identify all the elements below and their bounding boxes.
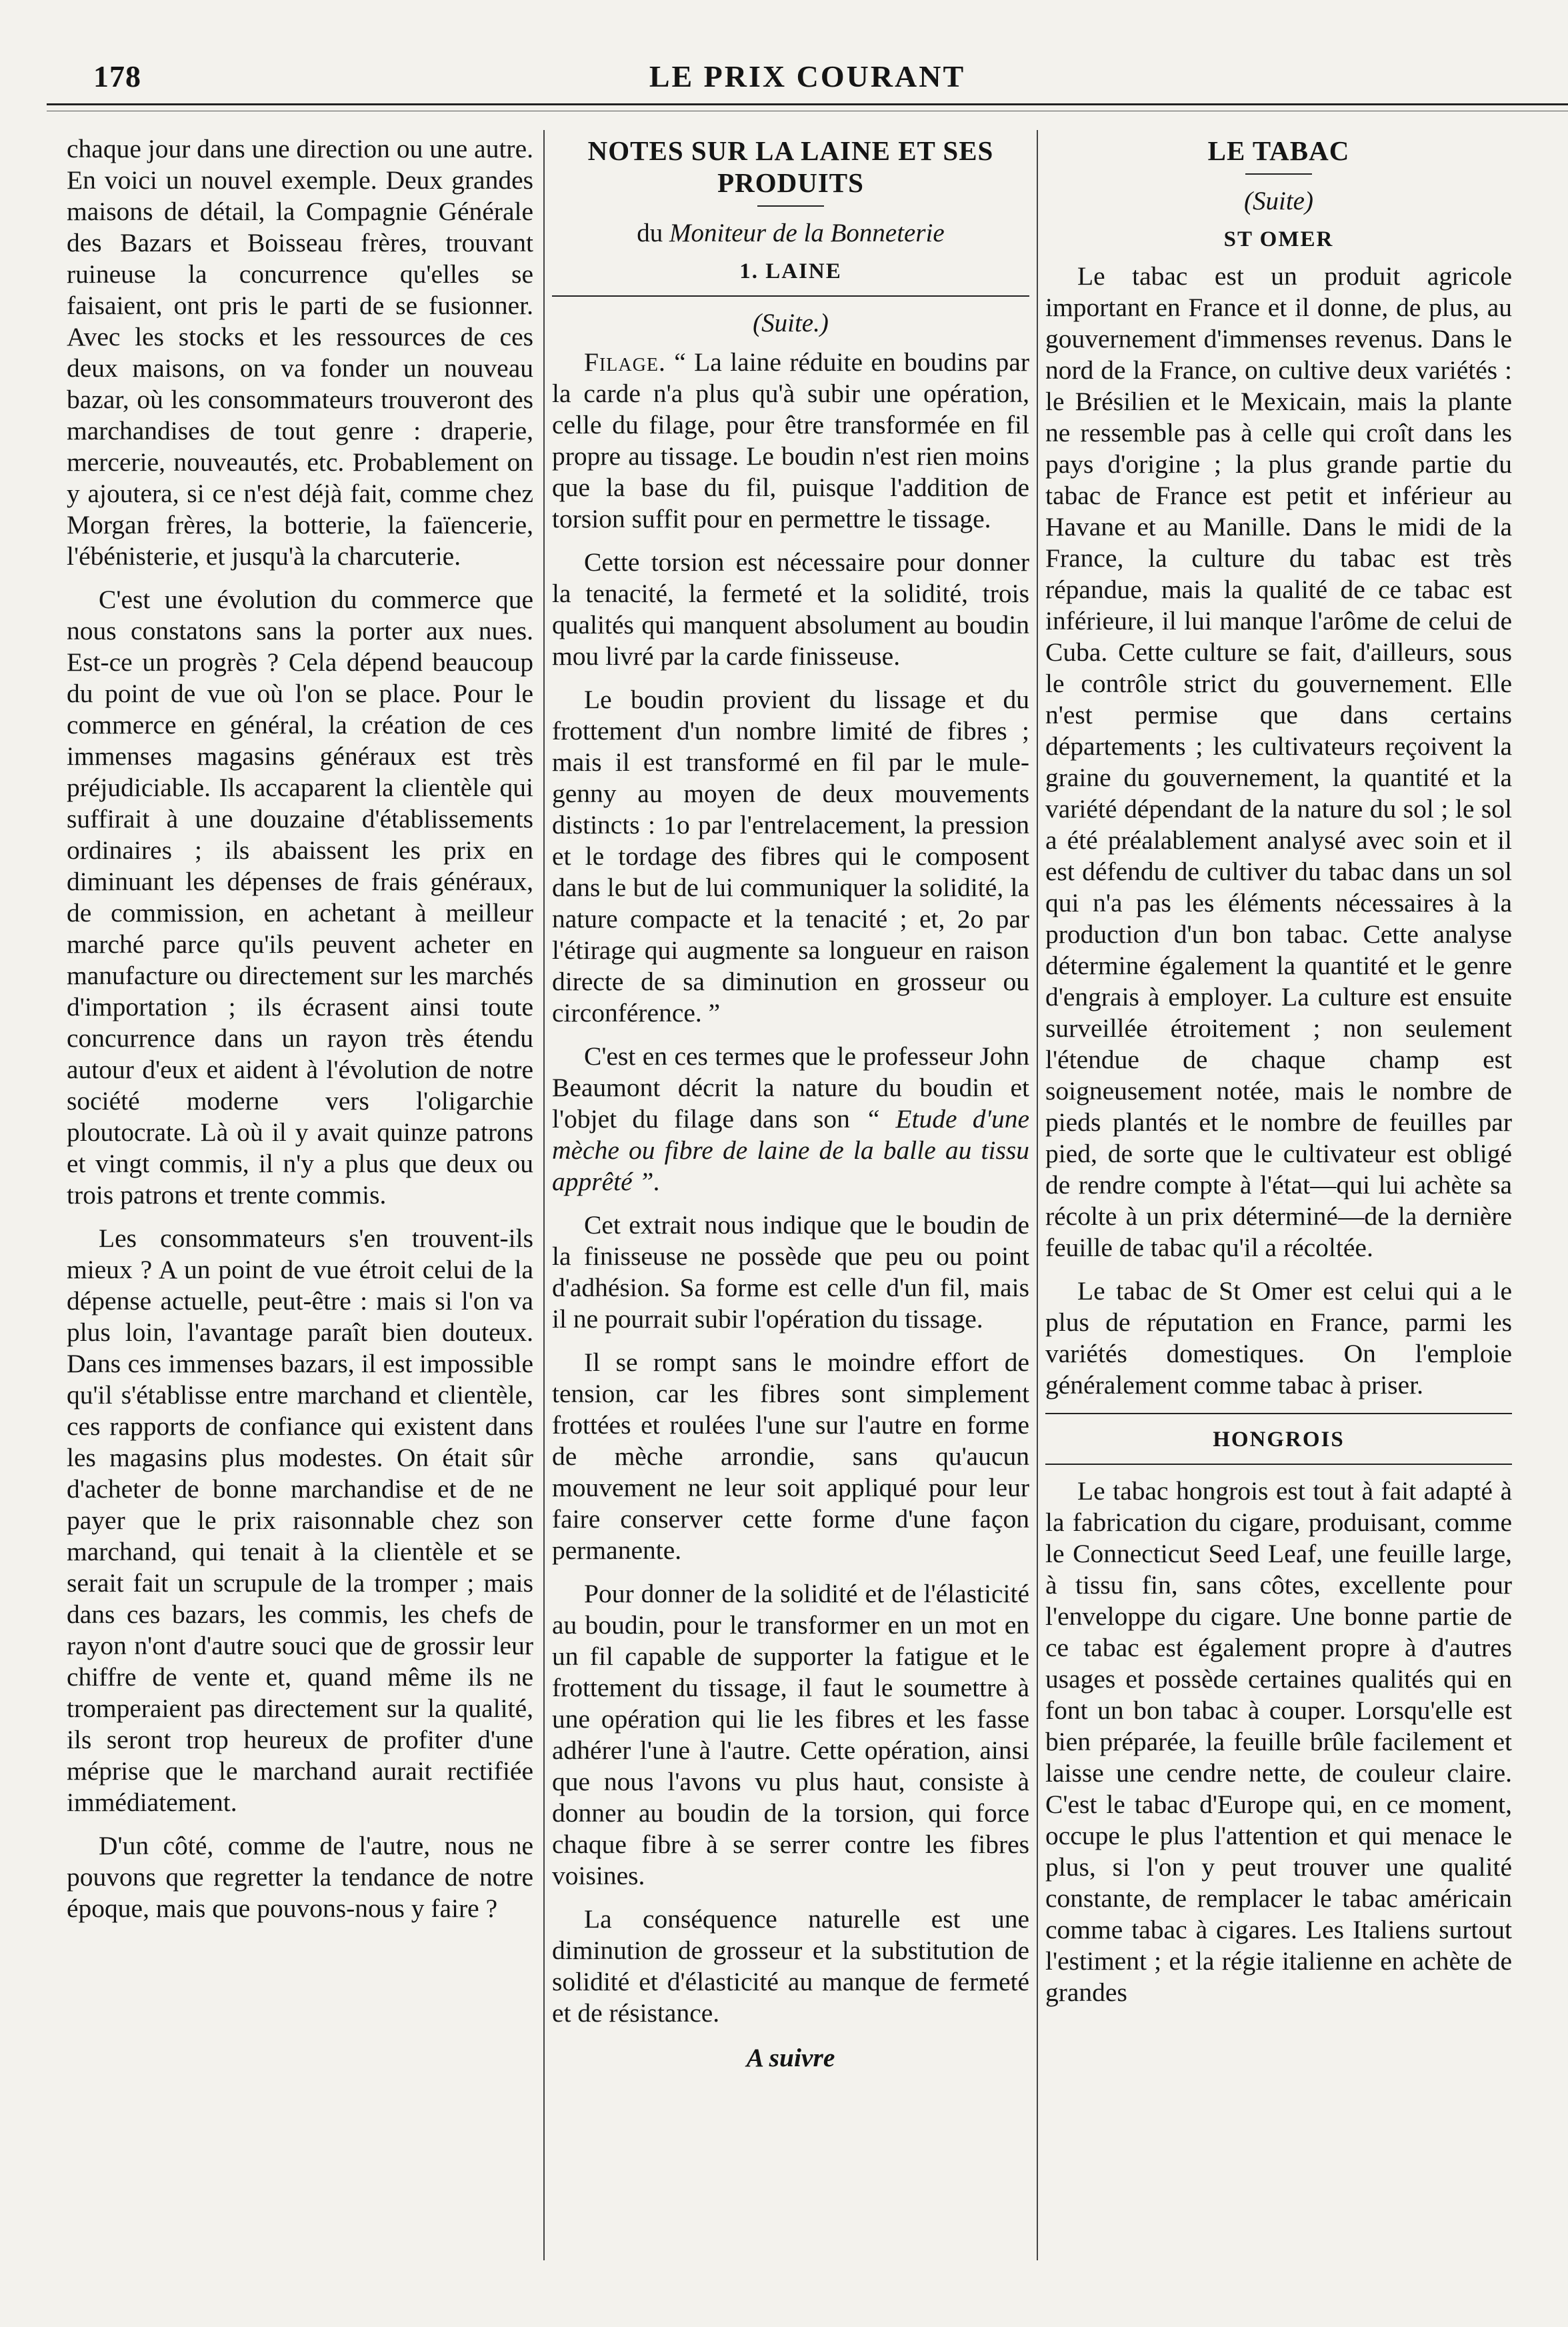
paragraph: Cette torsion est nécessaire pour donner la tenacité, la fermeté et la solidité, trois qualités qui manquent absolument au boudin mou livré par la carde finisseuse. (552, 547, 1029, 671)
article-title: LE TABAC (1207, 135, 1350, 166)
article-title: NOTES SUR LA LAINE ET SES PRODUITS (587, 135, 994, 198)
section-rule (552, 295, 1029, 297)
paragraph (552, 1041, 1029, 1198)
source-prefix: du (637, 219, 663, 247)
column-divider (543, 130, 545, 2260)
left-column (67, 133, 533, 2247)
subsection-heading: ST OMER (1223, 227, 1334, 251)
paragraph: Le tabac hongrois est tout à fait adapté à la fabrication du cigare, produisant, comme le Connecticut Seed Leaf, une feuille large, à tissu fin, sans côtes, excellente pour l'enveloppe du cigare. Une bonne partie de ce tabac est également propre à d'autres usages et possède certaines qualités qui en font un bon tabac à couper. Lorsqu'elle est bien préparée, la feuille brûle facilement et laisse une cendre nette, de couleur claire. C'est le tabac d'Europe qui, en ce moment, occupe le plus l'attention et qui menace le plus, si l'on y peut trouver une qualité constante, de remplacer le tabac américain comme tabac à cigares. Les Italiens surtout l'estiment ; et la régie italienne en achète de grandes (1045, 1476, 1512, 2007)
continued-note: (Suite) (1244, 187, 1313, 215)
page-header (47, 59, 1568, 105)
paragraph-text: “ La laine réduite en boudins par la carde n'a plus qu'à subir une opération, celle du filage, pour être transformée en fil propre au tissage. Le boudin n'est rien moins que la base du fil, puisque l'addition de torsion suffit pour en permettre le tissage. (552, 347, 1029, 533)
right-column (1045, 133, 1512, 2247)
paragraph: Le boudin provient du lissage et du frottement d'un nombre limité de fibres ; mais il est transformé en fil par le mule-genny au moyen de deux mouvements distincts : 1o par l'entrelacement, la pression et le tordage des fibres qui le composent dans le but de lui communiquer la solidité, la nature compacte et la tenacité ; et, 2o par l'étirage qui augmente sa longueur en raison directe de sa diminution en grosseur ou circonférence. ” (552, 685, 1029, 1027)
paragraph: Cet extrait nous indique que le boudin de la finisseuse ne possède que peu ou point d'adhésion. Sa forme est celle d'un fil, mais il ne pourrait subir l'opération du tissage. (552, 1210, 1029, 1334)
paragraph: La conséquence naturelle est une diminution de grosseur et la substitution de solidité et d'élasticité au manque de fermeté et de résistance. (552, 1904, 1029, 2028)
paragraph: Il se rompt sans le moindre effort de tension, car les fibres sont simplement frottées et roulées l'une sur l'autre en forme de mèche arrondie, sans qu'aucun mouvement ne leur soit appliqué pour leur faire conserver cette forme d'une façon permanente. (552, 1348, 1029, 1565)
title-rule (757, 205, 824, 207)
paragraph: Le tabac est un produit agricole important en France et il donne, de plus, au gouvernement d'immenses revenus. Dans le nord de la France, on cultive deux variétés : le Brésilien et le Mexicain, mais la plante ne ressemble pas à celle qui croît dans les pays d'origine ; la plus grande partie du tabac de France est petit et inférieur au Havane et au Manille. Dans le midi de la France, la culture du tabac est très répandue, mais la qualité de ce tabac est inférieure, il lui manque l'arôme de celui de Cuba. Cette culture se fait, d'ailleurs, sous le contrôle strict du gouvernement. Elle n'est permise que dans certains départements ; les cultivateurs reçoivent la graine du gouvernement, la quantité et la variété dépendant de la nature du sol ; le sol a été préalablement analysé avec soin et il est défendu de cultiver du tabac dans un sol qui n'a pas les éléments nécessaires à la production d'un bon tabac. Cette analyse détermine également la quantité et le genre d'engrais à employer. La culture est ensuite surveillée étroitement ; non seulement l'étendue de chaque champ est soigneusement notée, mais le nombre de pieds plantés et le nombre de feuilles par pied, de sorte que le cultivateur est obligé de rendre compte à l'état—qui lui achète sa récolte à un prix déterminé—de la dernière feuille de tabac qu'il a récoltée. (1045, 261, 1512, 1262)
paragraph: Les consommateurs s'en trouvent-ils mieux ? A un point de vue étroit celui de la dépense actuelle, peut-être : mais si l'on va plus loin, l'avantage paraît bien douteux. Dans ces immenses bazars, il est impossible qu'il s'établisse entre marchand et clientèle, ces rapports de confiance qui existent dans les magasins plus modestes. On était sûr d'acheter de bonne marchandise et de ne payer que le prix raisonnable chez son marchand, qui tenait à la clientèle et se serait fait un scrupule de la tromper ; mais dans ces bazars, les commis, les chefs de rayon n'ont d'autre souci que de grossir leur chiffre de vente et, quand même ils ne tromperaient pas directement sur la qualité, ils seront trop heureux de profiter d'une méprise que le marchand aurait rectifiée immédiatement. (67, 1224, 533, 1817)
continued-note: (Suite.) (753, 309, 829, 337)
section-rule (1045, 1413, 1512, 1414)
paragraph-text: C'est en ces termes que le professeur John Beaumont décrit la nature du boudin et l'objet du filage dans son (552, 1041, 1029, 1133)
paragraph: D'un côté, comme de l'autre, nous ne pouvons que regretter la tendance de notre époque, mais que pouvons-nous y faire ? (67, 1831, 533, 1923)
middle-column (552, 133, 1029, 2247)
source-name: Moniteur de la Bonneterie (669, 219, 945, 247)
running-title: LE PRIX COURANT (649, 59, 966, 93)
quoted-work: “ Etude d'une mèche ou fibre de laine de la balle au tissu apprêté ”. (552, 1104, 1029, 1196)
to-follow-note: A suivre (746, 2043, 835, 2072)
paragraph (552, 347, 1029, 535)
article-source (552, 217, 1029, 249)
subsection-heading: HONGROIS (1213, 1428, 1345, 1452)
paragraph: Pour donner de la solidité et de l'élasticité au boudin, pour le transformer en un mot en un fil capable de supporter la fatigue et le frottement du tissage, il faut le soumettre à une opération qui lie les fibres et les fasse adhérer l'une à l'autre. Cette opération, ainsi que nous l'avons vu plus haut, consiste à donner au boudin de la torsion, qui force chaque fibre à se serrer contre les fibres voisines. (552, 1579, 1029, 1890)
paragraph: C'est une évolution du commerce que nous constatons sans la porter aux nues. Est-ce un progrès ? Cela dépend beaucoup du point de vue où l'on se place. Pour le commerce en général, la création de ces immenses magasins généraux est très préjudiciable. Ils accaparent la clientèle qui suffirait à une douzaine d'établissements ordinaires ; ils abaissent les prix en diminuant les dépenses de frais généraux, de commission, en achetant à meilleur marché parce qu'ils peuvent acheter en manufacture ou directement sur les marchés d'importation ; ils écrasent ainsi toute concurrence dans un rayon très étendu autour d'eux et aident à l'évolution de notre société moderne vers l'oligarchie ploutocrate. Là où il y avait quinze patrons et vingt commis, il n'y a plus que deux ou trois patrons et trente commis. (67, 585, 533, 1210)
page-number: 178 (93, 59, 141, 93)
paragraph: Le tabac de St Omer est celui qui a le plus de réputation en France, parmi les variétés domestiques. On l'emploie généralement comme tabac à priser. (1045, 1276, 1512, 1400)
title-rule (1245, 173, 1312, 175)
paragraph: chaque jour dans une direction ou une autre. En voici un nouvel exemple. Deux grandes maisons de détail, la Compagnie Générale des Bazars et Boisseau frères, trouvant ruineuse la concurrence qu'elles se faisaient, ont pris le parti de se fusionner. Avec les stocks et les ressources de ces deux maisons, on va fonder un nouveau bazar, où les consommateurs trouveront des marchandises de tout genre : draperie, mercerie, nouveautés, etc. Probablement on y ajoutera, si ce n'est déjà fait, comme chez Morgan frères, la botterie, la faïencerie, l'ébénisterie, et jusqu'à la charcuterie. (67, 134, 533, 571)
section-rule (1045, 1464, 1512, 1465)
column-divider (1037, 130, 1038, 2260)
lead-label: Filage. (584, 347, 666, 377)
section-heading: 1. LAINE (739, 259, 842, 283)
header-rule (47, 103, 1568, 105)
